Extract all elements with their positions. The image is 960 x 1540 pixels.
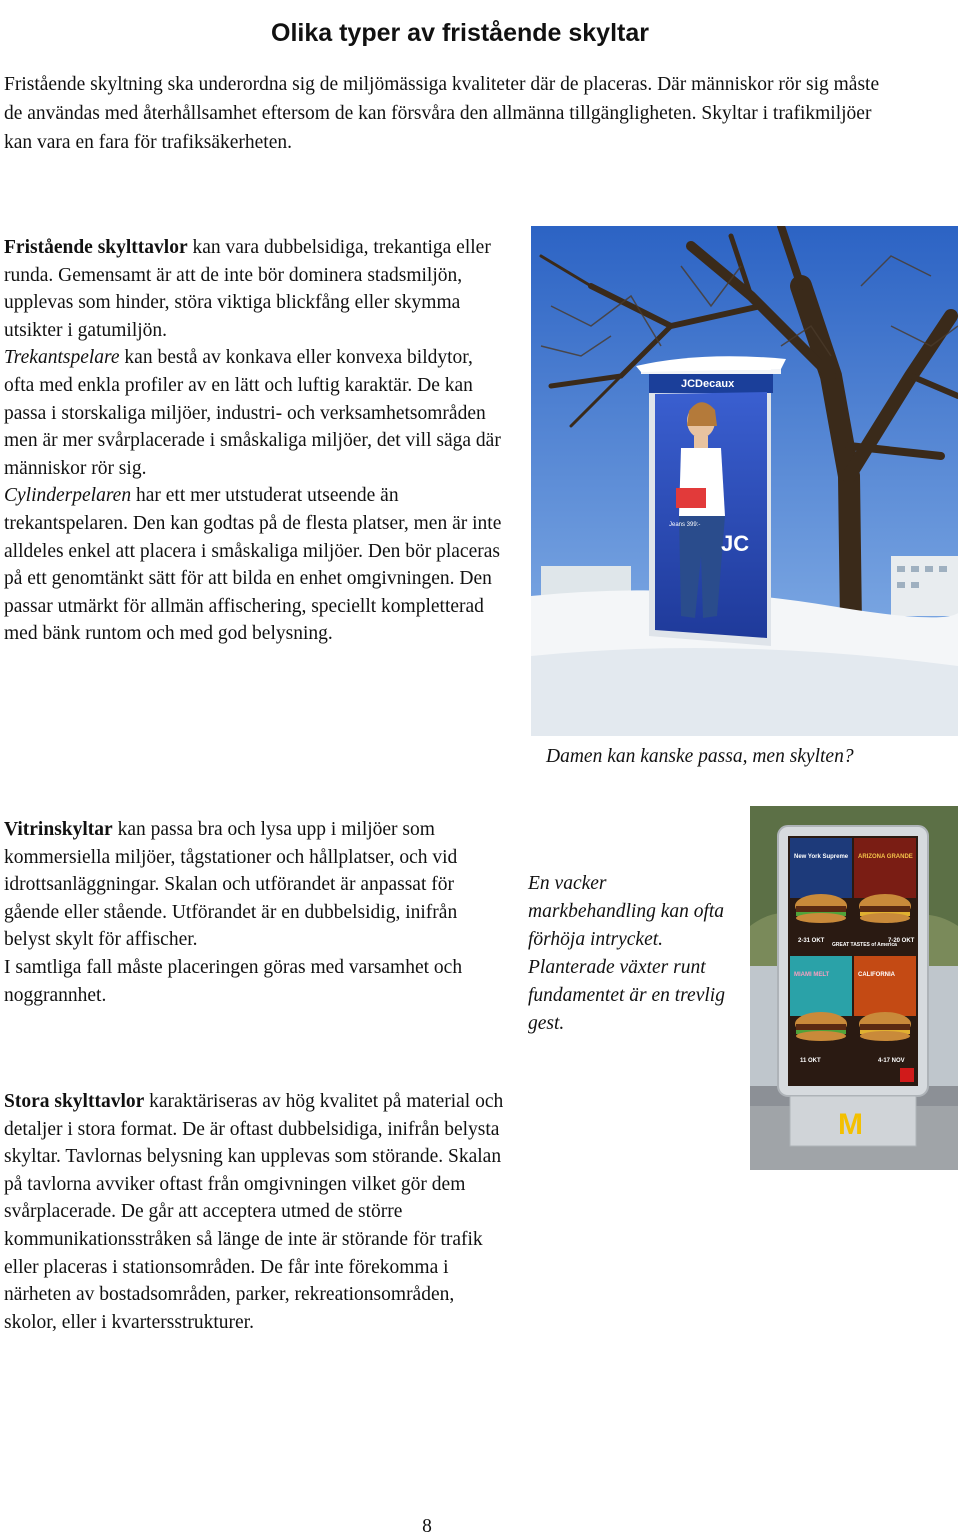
vitrin-text: kan passa bra och lysa upp i miljöer som kommersiella miljöer, tågstationer och hållplatser, och vid idrottsanläggningar. Skalan och utförandet är anpassat för gående eller stående. Utförandet är en dubbelsidig, inifrån belyst skylt för affischer. [4, 819, 458, 951]
vitrin-paragraph [4, 816, 504, 1009]
intro-paragraph: Fristående skyltning ska underordna sig de miljömässiga kvaliteter där de placeras. Där människor rör sig måste de användas med återhållsamhet eftersom de kan försvåra den allmänna tillgängligheten. Skyltar i trafikmiljöer kan vara en fara för trafiksäkerheten. [4, 74, 880, 153]
panel-california: CALIFORNIA [858, 972, 895, 978]
page-title: Olika typer av fristående skyltar [271, 18, 649, 47]
mcdonalds-logo: M [838, 1108, 863, 1141]
fristaende-heading: Fristående skylttavlor [4, 237, 188, 258]
fristaende-text-3: har ett mer utstuderat utseende än trekantspelaren. Den kan godtas på de flesta platser, men är inte alldeles enkel att placera i småskaliga miljöer. Den bör placeras på ett genomtänkt sätt för att bilda en enhet omgivningen. Den passar utmärkt för allmän affischering, speciellt kompletterad med bänk runtom och med god belysning. [4, 485, 502, 645]
panel-miami: MIAMI MELT [794, 972, 830, 978]
fristaende-paragraph [4, 234, 504, 648]
fristaende-text-1: kan vara dubbelsidiga, trekantiga eller runda. Gemensamt är att de inte bör dominera stadsmiljön, upplevas som hinder, störa viktiga blickfång eller skymma utsikter i gatumiljön. [4, 237, 491, 341]
stora-heading: Stora skylttavlor [4, 1091, 145, 1112]
date-3: 11 OKT [800, 1058, 821, 1064]
poster-price: Jeans 399:- [669, 522, 701, 528]
vitrin-heading: Vitrinskyltar [4, 819, 113, 840]
advertising-column-photo [531, 226, 958, 736]
stora-paragraph [4, 1088, 504, 1336]
date-4: 4-17 NOV [878, 1058, 905, 1064]
date-2: 7-20 OKT [888, 938, 915, 944]
stora-text: karaktäriseras av hög kvalitet på material och detaljer i stora format. De är oftast dubbelsidiga, inifrån belysta skyltar. Tavlornas belysning kan upplevas som störande. Skalan på tavlorna avviker oftast från omgivningen vilket gör dem svårplacerade. De går att acceptera utmed de större kommunikationsstråken så länge de inte är störande för trafik eller placeras i stationsområden. De får inte förekomma i närheten av bostadsområden, parker, rekreationsområden, skolor, eller i kvartersstrukturer. [4, 1091, 504, 1333]
trekantspelare-term: Trekantspelare [4, 347, 120, 369]
panel-new-york: New York Supreme [794, 854, 849, 860]
lit-showcase-sign-photo [750, 806, 958, 1170]
fristaende-text-2: kan bestå av konkava eller konvexa bildytor, ofta med enkla profiler av en lätt och luftig karaktär. De kan passa i storskaliga miljöer, industri- och verksamhetsområden men är mer svårplacerade i småskaliga miljöer, det vill säga där människor rör sig. [4, 347, 501, 479]
caption-showcase: En vacker markbehandling kan ofta förhöja intrycket. Planterade växter runt fundamentet är en trevlig gest. [528, 873, 725, 1034]
poster-logo: JC [721, 531, 750, 556]
panel-arizona: ARIZONA GRANDE [858, 854, 913, 860]
page-number: 8 [422, 1516, 432, 1537]
jcdecaux-brand: JCDecaux [681, 378, 735, 390]
center-text: GREAT TASTES of America [832, 942, 897, 948]
vitrin-text-2: I samtliga fall måste placeringen göras med varsamhet och noggrannhet. [4, 956, 463, 1006]
date-1: 2-31 OKT [798, 938, 825, 944]
caption-column: Damen kan kanske passa, men skylten? [546, 746, 854, 767]
cylinderpelaren-term: Cylinderpelaren [4, 485, 132, 507]
